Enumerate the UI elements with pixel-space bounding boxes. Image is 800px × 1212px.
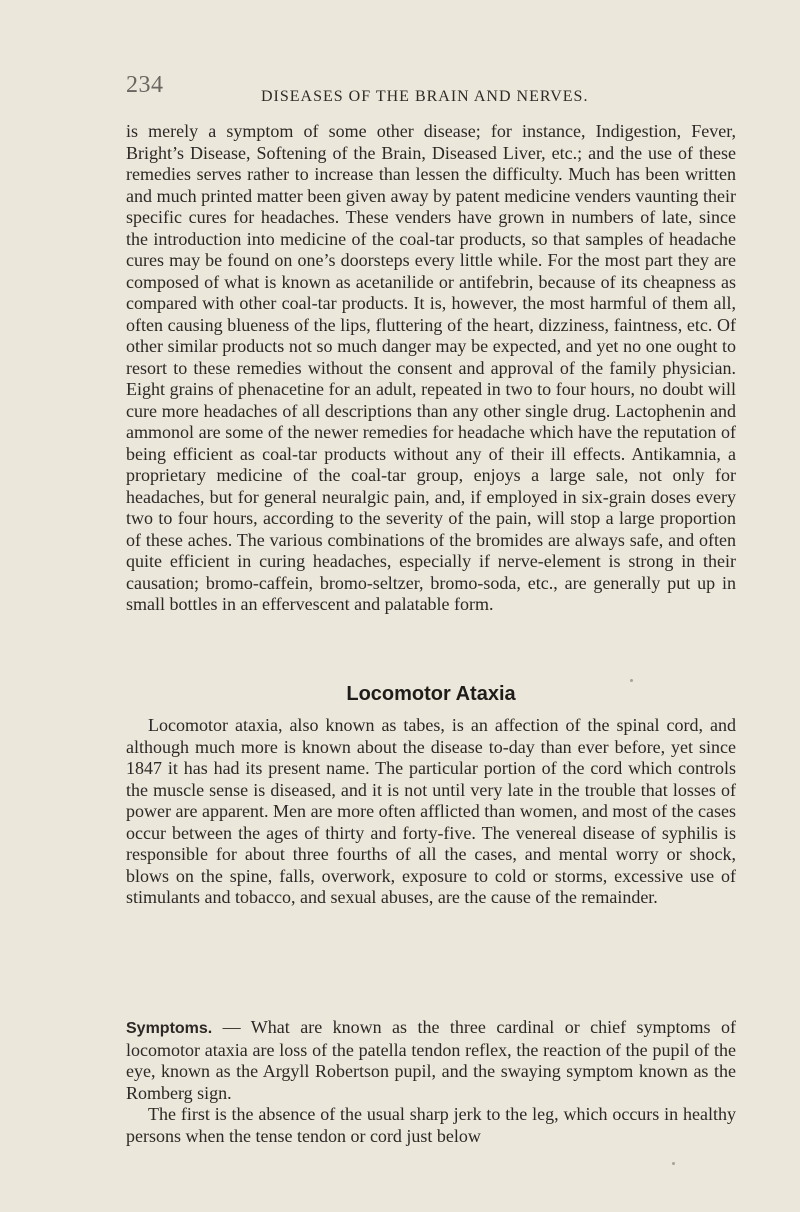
symptoms-text: — What are known as the three cardinal or chief symptoms of locomotor ataxia are loss of the patella tendon reflex, the reaction of the pupil of the eye, known as the Argyll Robertson pupil, and the swaying symptom known as the Romberg sign. [126,1017,736,1103]
section-title: Locomotor Ataxia [346,683,516,705]
paragraph-locomotor-ataxia-intro: Locomotor ataxia, also known as tabes, is an affection of the spinal cord, and although much more is known about the disease to-day than ever before, yet since 1847 it has had its present name. The particular portion of the cord which controls the muscle sense is diseased, and it is not until very late in the trouble that losses of power are apparent. Men are more often afflicted than women, and most of the cases occur between the ages of thirty and forty-five. The venereal disease of syphilis is responsible for about three fourths of all the cases, and mental worry or shock, blows on the spine, falls, overwork, exposure to cold or storms, excessive use of stimulants and tobacco, and sexual abuses, are the cause of the remainder. [126,715,736,907]
running-title: DISEASES OF THE BRAIN AND NERVES. [261,88,589,105]
paragraph-first-symptom: The first is the absence of the usual sharp jerk to the leg, which occurs in healthy persons when the tense tendon or cord just below [126,1104,736,1146]
symptoms-label: Symptoms. [126,1020,213,1037]
page-number: 234 [126,72,164,98]
page-header [126,72,736,105]
paper-speck [672,1162,675,1165]
paragraph-headache-remedies: is merely a symptom of some other disease; for instance, Indigestion, Fever, Bright’s Disease, Softening of the Brain, Diseased Liver, etc.; and the use of these remedies serves rather to increase than lessen the difficulty. Much has been written and much printed matter been given away by patent medicine venders vaunting their specific cures for headaches. These venders have grown in numbers of late, since the introduction into medicine of the coal-tar products, so that samples of headache cures may be found on one’s doorsteps every little while. For the most part they are composed of what is known as acetanilide or antifebrin, because of its cheapness as compared with other coal-tar products. It is, however, the most harmful of them all, often causing blueness of the lips, fluttering of the heart, dizziness, faintness, etc. Of other similar products not so much danger may be expected, and yet no one ought to resort to these remedies without the consent and approval of the family physician. Eight grains of phenacetine for an adult, repeated in two to four hours, no doubt will cure more headaches of all descriptions than any other single drug. Lactophenin and ammonol are some of the newer remedies for headache which have the reputation of being efficient as coal-tar products without any of their ill effects. Antikamnia, a proprietary medicine of the coal-tar group, enjoys a large sale, not only for headaches, but for general neuralgic pain, and, if employed in six-grain doses every two to four hours, according to the severity of the pain, will stop a large proportion of these aches. The various combinations of the bromides are always safe, and often quite efficient in curing headaches, especially if nerve-element is strong in their causation; bromo-caffein, bromo-seltzer, bromo-soda, etc., are generally put up in small bottles in an effervescent and palatable form. [126,121,736,614]
paper-speck [630,679,633,682]
paragraph-symptoms [126,1017,736,1147]
